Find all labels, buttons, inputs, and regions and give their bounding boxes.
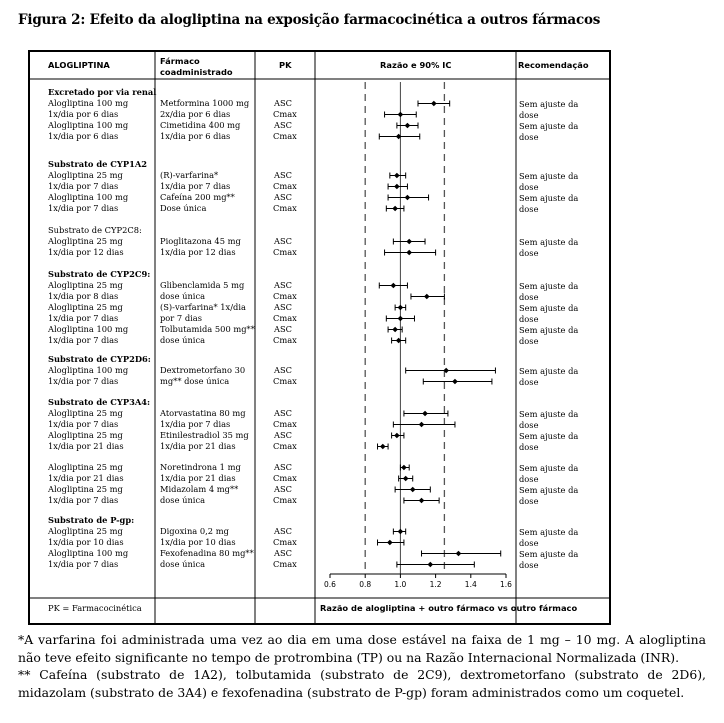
point-estimate-marker: [398, 112, 404, 118]
pk-cmax-label: Cmax: [273, 473, 297, 483]
point-estimate-marker: [410, 487, 416, 493]
pk-cmax-label: Cmax: [273, 335, 297, 345]
pk-asc-label: ASC: [274, 548, 293, 558]
coadministered-drug: Fexofenadina 80 mg** dose única: [160, 548, 254, 569]
x-tick-label: 1.0: [394, 580, 407, 589]
alogliptina-dose: Alogliptina 25 mg 1x/dia por 21 dias: [48, 430, 124, 451]
section-title-2: Substrato de CYP2C8:: [48, 225, 142, 235]
pk-cmax-label: Cmax: [273, 537, 297, 547]
recommendation: Sem ajuste da dose: [519, 171, 579, 192]
pk-asc-label: ASC: [274, 302, 293, 312]
section-title-3: Substrato de CYP2C9:: [48, 269, 151, 279]
point-estimate-marker: [428, 562, 434, 568]
point-estimate-marker: [456, 551, 462, 557]
coadministered-drug: (R)-varfarina* 1x/dia por 7 dias: [160, 170, 231, 191]
coadministered-drug: Metformina 1000 mg 2x/dia por 6 dias: [160, 98, 250, 119]
pk-asc-label: ASC: [274, 192, 293, 202]
point-estimate-marker: [394, 173, 400, 179]
pk-cmax-label: Cmax: [273, 131, 297, 141]
coadministered-drug: Atorvastatina 80 mg 1x/dia por 7 dias: [160, 408, 246, 429]
recommendation: Sem ajuste da dose: [519, 99, 579, 120]
recommendation: Sem ajuste da dose: [519, 431, 579, 452]
recommendation: Sem ajuste da dose: [519, 549, 579, 570]
point-estimate-marker: [424, 294, 430, 300]
recommendation: Sem ajuste da dose: [519, 281, 579, 302]
recommendation: Sem ajuste da dose: [519, 193, 579, 214]
alogliptina-dose: Alogliptina 25 mg 1x/dia por 7 dias: [48, 302, 123, 323]
coadministered-drug: Cimetidina 400 mg 1x/dia por 6 dias: [160, 120, 241, 141]
section-title-4: Substrato de CYP2D6:: [48, 354, 151, 364]
pk-asc-label: ASC: [274, 98, 293, 108]
pk-cmax-label: Cmax: [273, 247, 297, 257]
pk-cmax-label: Cmax: [273, 291, 297, 301]
alogliptina-dose: Alogliptina 25 mg 1x/dia por 7 dias: [48, 170, 123, 191]
pk-cmax-label: Cmax: [273, 419, 297, 429]
pk-asc-label: ASC: [274, 462, 293, 472]
header-pk: PK: [279, 60, 292, 70]
footnote: [18, 631, 706, 701]
alogliptina-dose: Alogliptina 100 mg 1x/dia por 7 dias: [48, 192, 129, 213]
recommendation: Sem ajuste da dose: [519, 463, 579, 484]
footer-pk-note: PK = Farmacocinética: [48, 603, 142, 613]
recommendation: Sem ajuste da dose: [519, 237, 579, 258]
alogliptina-dose: Alogliptina 100 mg 1x/dia por 7 dias: [48, 365, 129, 386]
pk-asc-label: ASC: [274, 170, 293, 180]
recommendation: Sem ajuste da dose: [519, 303, 579, 324]
recommendation: Sem ajuste da dose: [519, 366, 579, 387]
alogliptina-dose: Alogliptina 25 mg 1x/dia por 21 dias: [48, 462, 124, 483]
point-estimate-marker: [405, 123, 411, 129]
alogliptina-dose: Alogliptina 100 mg 1x/dia por 6 dias: [48, 98, 129, 119]
point-estimate-marker: [391, 283, 397, 289]
header-farmaco: Fármaco coadministrado: [160, 56, 233, 77]
header-ratio: Razão e 90% IC: [380, 60, 452, 70]
pk-cmax-label: Cmax: [273, 203, 297, 213]
pk-asc-label: ASC: [274, 280, 293, 290]
point-estimate-marker: [419, 422, 425, 428]
point-estimate-marker: [403, 476, 409, 482]
point-estimate-marker: [401, 465, 407, 471]
pk-cmax-label: Cmax: [273, 181, 297, 191]
point-estimate-marker: [392, 206, 398, 212]
pk-cmax-label: Cmax: [273, 441, 297, 451]
pk-cmax-label: Cmax: [273, 109, 297, 119]
pk-asc-label: ASC: [274, 365, 293, 375]
recommendation: Sem ajuste da dose: [519, 409, 579, 430]
point-estimate-marker: [406, 250, 412, 256]
footnote-cocktail: ** Cafeína (substrato de 1A2), tolbutamida (substrato de 2C9), dextrometorfano (substrato de 2D6), midazolam (substrato de 3A4) e fexofenadina (substrato de P-gp) foram administrados como um coquetel.: [18, 667, 706, 700]
pk-asc-label: ASC: [274, 324, 293, 334]
point-estimate-marker: [392, 327, 398, 333]
coadministered-drug: Dextrometorfano 30 mg** dose única: [160, 365, 246, 386]
section-title-1: Substrato de CYP1A2: [48, 159, 148, 169]
coadministered-drug: (S)-varfarina* 1x/dia por 7 dias: [160, 302, 246, 323]
x-tick-label: 0.8: [359, 580, 372, 589]
alogliptina-dose: Alogliptina 25 mg 1x/dia por 12 dias: [48, 236, 124, 257]
coadministered-drug: Pioglitazona 45 mg 1x/dia por 12 dias: [160, 236, 241, 257]
point-estimate-marker: [398, 529, 404, 535]
point-estimate-marker: [398, 305, 404, 311]
coadministered-drug: Tolbutamida 500 mg** dose única: [160, 324, 255, 345]
pk-cmax-label: Cmax: [273, 313, 297, 323]
figure-title: Figura 2: Efeito da alogliptina na exposição farmacocinética a outros fármacos: [18, 12, 601, 28]
point-estimate-marker: [452, 379, 458, 385]
recommendation: Sem ajuste da dose: [519, 121, 579, 142]
pk-cmax-label: Cmax: [273, 495, 297, 505]
point-estimate-marker: [406, 239, 412, 245]
x-tick-label: 1.2: [429, 580, 442, 589]
point-estimate-marker: [405, 195, 411, 201]
point-estimate-marker: [422, 411, 428, 417]
section-title-5: Substrato de CYP3A4:: [48, 397, 151, 407]
pk-asc-label: ASC: [274, 526, 293, 536]
point-estimate-marker: [419, 498, 425, 504]
recommendation: Sem ajuste da dose: [519, 325, 579, 346]
pk-cmax-label: Cmax: [273, 559, 297, 569]
coadministered-drug: Glibenclamida 5 mg dose única: [160, 280, 245, 301]
alogliptina-dose: Alogliptina 100 mg 1x/dia por 7 dias: [48, 548, 129, 569]
section-title-0: Excretado por via renal: [48, 87, 157, 97]
pk-asc-label: ASC: [274, 236, 293, 246]
recommendation: Sem ajuste da dose: [519, 527, 579, 548]
footnote-warfarin: *A varfarina foi administrada uma vez ao dia em uma dose estável na faixa de 1 mg – 10 mg. A alogliptina não teve efeito significante no tempo de protrombina (TP) ou na Razão Internacional Normalizada (INR).: [18, 632, 706, 665]
coadministered-drug: Cafeína 200 mg** Dose única: [160, 192, 235, 213]
point-estimate-marker: [394, 433, 400, 439]
coadministered-drug: Etinilestradiol 35 mg 1x/dia por 21 dias: [160, 430, 249, 451]
header-recomendacao: Recomendação: [518, 60, 589, 70]
x-tick-label: 0.6: [324, 580, 336, 589]
pk-cmax-label: Cmax: [273, 376, 297, 386]
x-axis-title: Razão de alogliptina + outro fármaco vs outro fármaco: [320, 603, 578, 613]
alogliptina-dose: Alogliptina 25 mg 1x/dia por 10 dias: [48, 526, 124, 547]
alogliptina-dose: Alogliptina 25 mg 1x/dia por 7 dias: [48, 408, 123, 429]
coadministered-drug: Midazolam 4 mg** dose única: [160, 484, 239, 505]
alogliptina-dose: Alogliptina 100 mg 1x/dia por 7 dias: [48, 324, 129, 345]
header-alogliptina: ALOGLIPTINA: [48, 60, 110, 70]
forest-plot-table: [28, 50, 611, 625]
point-estimate-marker: [398, 316, 404, 322]
point-estimate-marker: [387, 540, 393, 546]
x-tick-label: 1.6: [500, 580, 512, 589]
coadministered-drug: Noretindrona 1 mg 1x/dia por 21 dias: [160, 462, 241, 483]
pk-asc-label: ASC: [274, 408, 293, 418]
section-title-7: Substrato de P-gp:: [48, 515, 135, 525]
x-tick-label: 1.4: [464, 580, 477, 589]
pk-asc-label: ASC: [274, 430, 293, 440]
coadministered-drug: Digoxina 0,2 mg 1x/dia por 10 dias: [160, 526, 236, 547]
point-estimate-marker: [380, 444, 386, 450]
pk-asc-label: ASC: [274, 484, 293, 494]
recommendation: Sem ajuste da dose: [519, 485, 579, 506]
alogliptina-dose: Alogliptina 100 mg 1x/dia por 6 dias: [48, 120, 129, 141]
point-estimate-marker: [394, 184, 400, 190]
point-estimate-marker: [431, 101, 437, 107]
alogliptina-dose: Alogliptina 25 mg 1x/dia por 7 dias: [48, 484, 123, 505]
pk-asc-label: ASC: [274, 120, 293, 130]
alogliptina-dose: Alogliptina 25 mg 1x/dia por 8 dias: [48, 280, 123, 301]
